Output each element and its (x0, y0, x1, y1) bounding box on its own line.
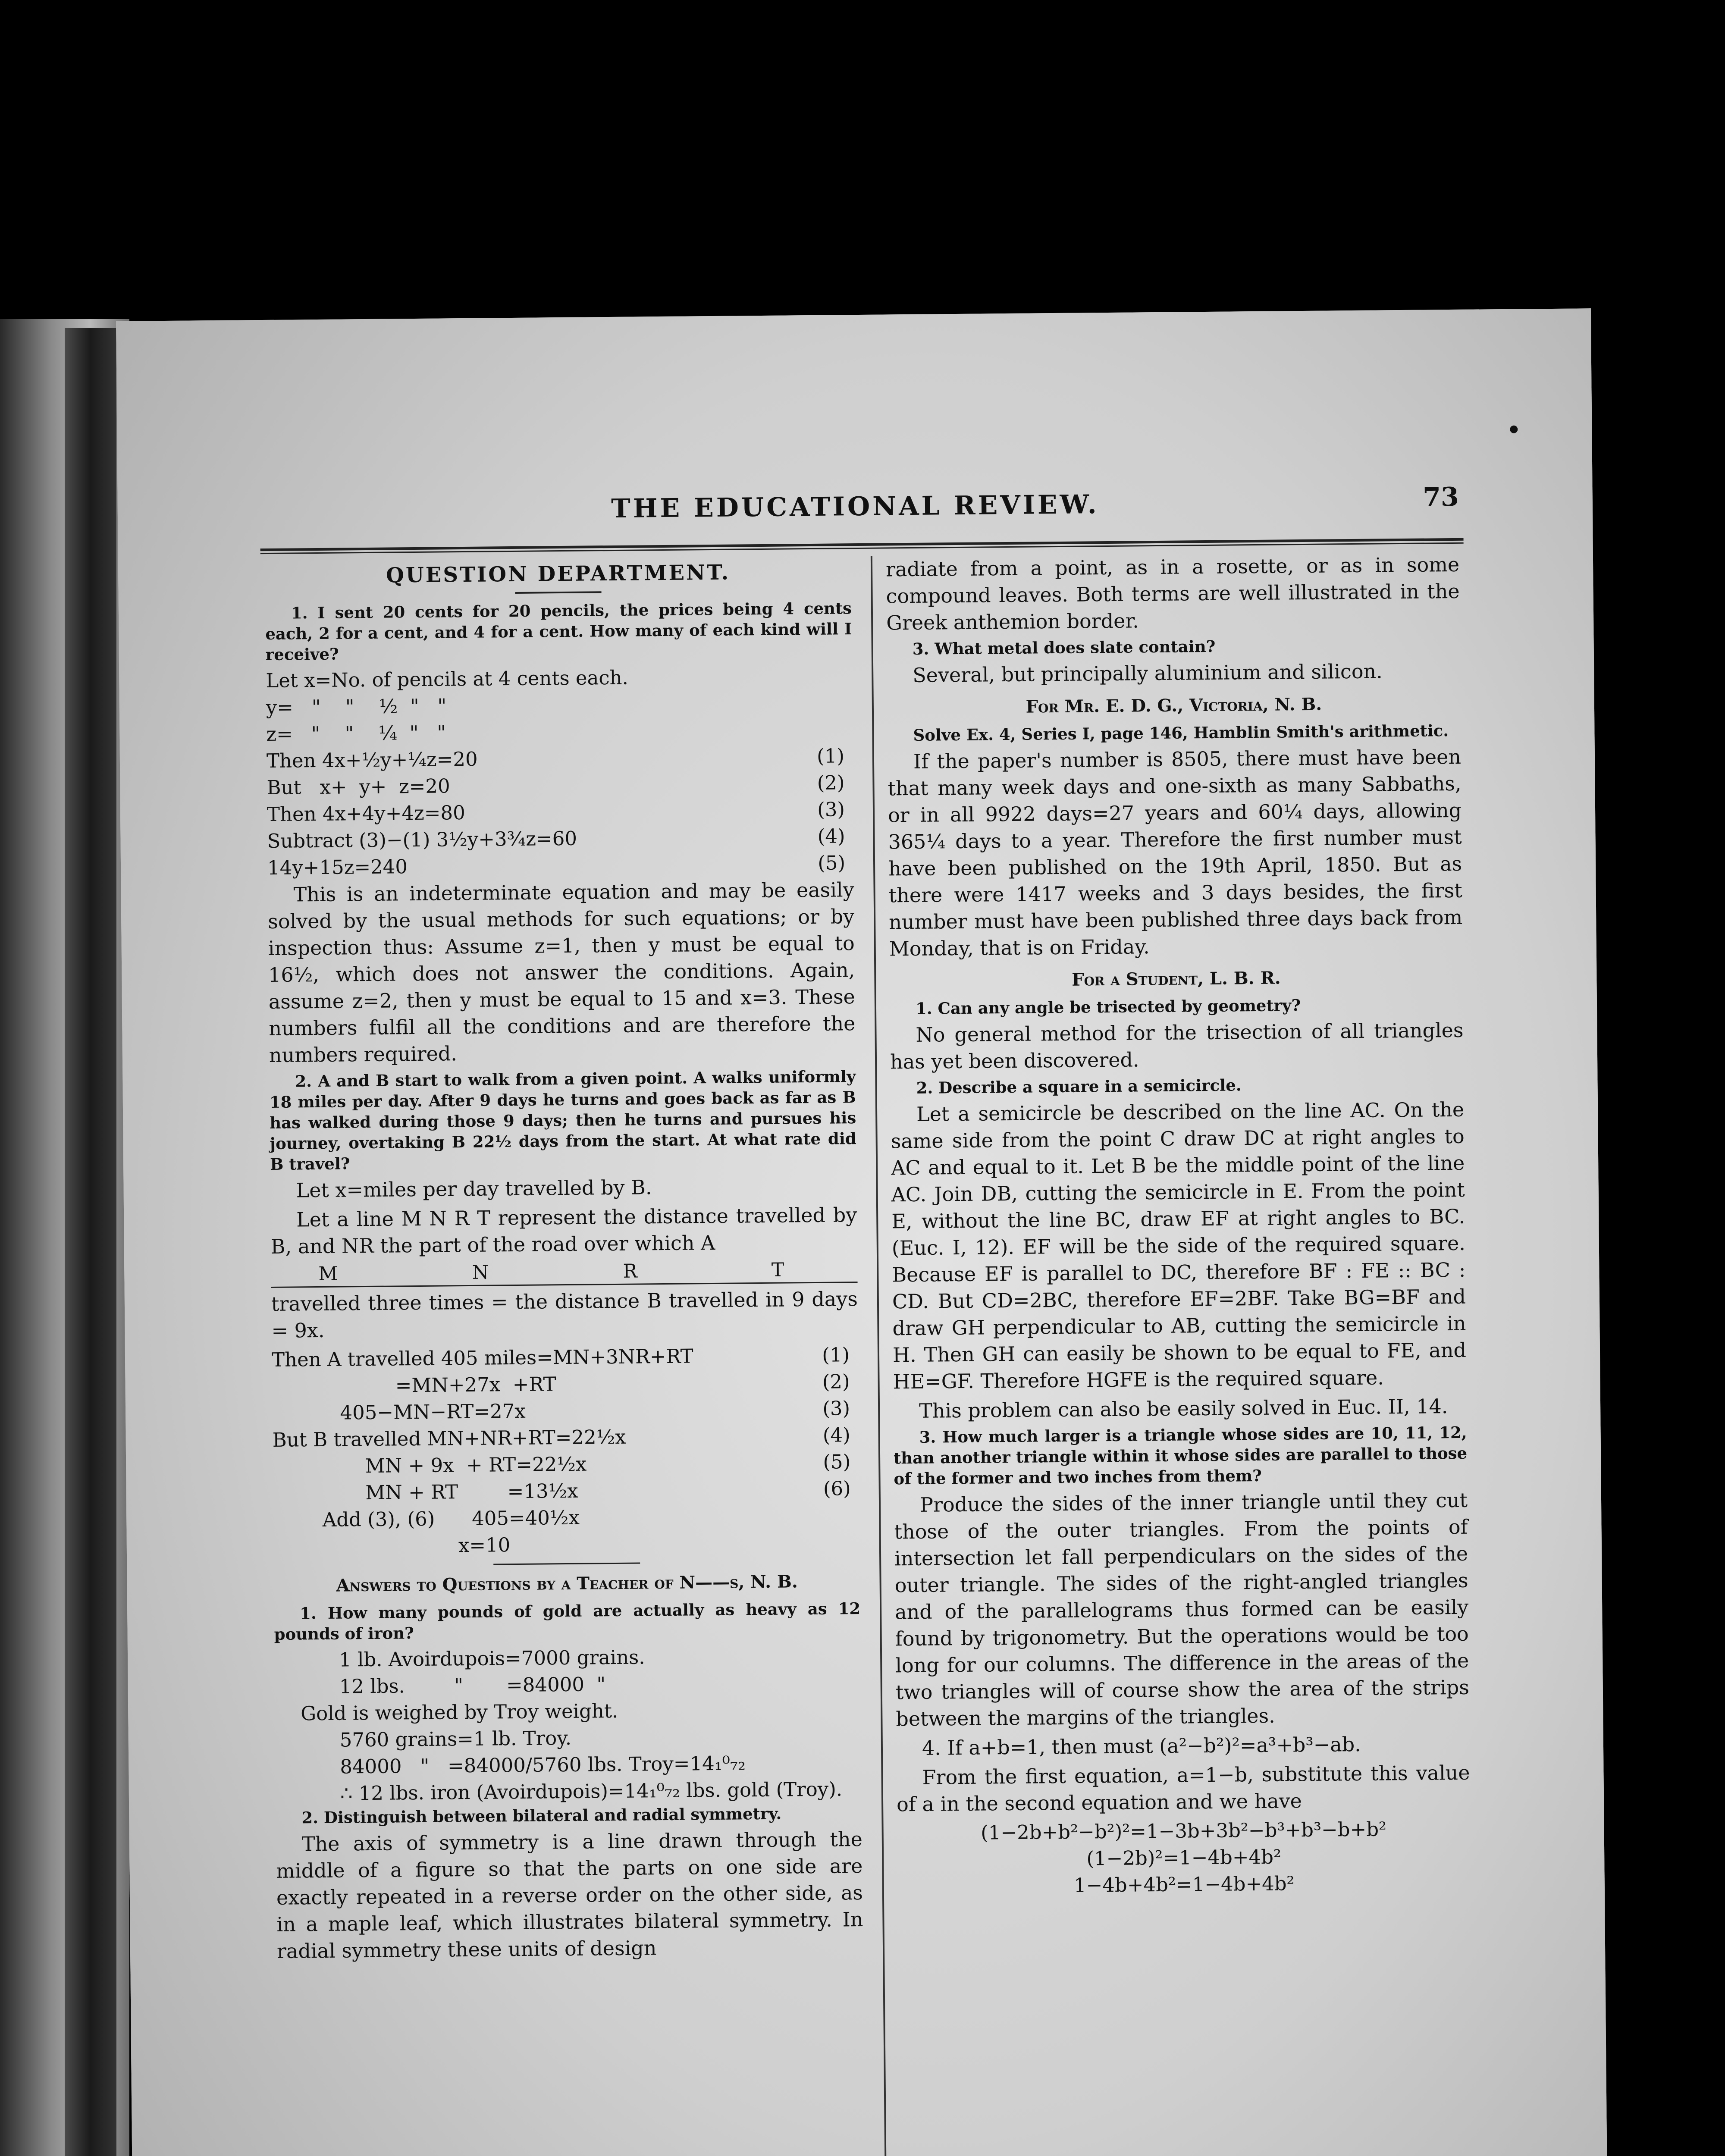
student-question-3: 3. How much larger is a triangle whose sides are 10, 11, 12, than another triangle within it whose sides are parallel to those of the former and two inches from them? (893, 1423, 1468, 1489)
equation-line (267, 849, 854, 881)
equation-text: 405−MN−RT=27x (272, 1399, 526, 1425)
answer-2-question: 2. Distinguish between bilateral and radial symmetry. (301, 1804, 782, 1827)
question-2-line: Let a line M N R T represent the distance travelled by B, and NR the part of the road over which A (270, 1203, 857, 1258)
section-rule (515, 591, 602, 594)
answers-heading: Answers to Questions by a Teacher of N——s, N. B. (336, 1571, 798, 1596)
equation-number: (1) (822, 1343, 850, 1366)
student-answer-4: From the first equation, a=1−b, substitute this value of a in the second equation and we have (896, 1761, 1470, 1816)
equation-number: (2) (817, 771, 845, 794)
document-page (116, 308, 1609, 2156)
answer-1-line: 5760 grains=1 lb. Troy. (339, 1726, 572, 1752)
equation-number: (3) (817, 798, 845, 821)
answer-2-text: The axis of symmetry is a line drawn through the middle of a figure so that the parts on one side are exactly repeated in a reverse order on the other side, as in a maple leaf, which illustrates bilateral symmetry. In radial symmetry these units of design (276, 1827, 863, 1963)
section-title: QUESTION DEPARTMENT. (386, 560, 731, 588)
equation-text: MN + 9x + RT=22½x (272, 1452, 587, 1478)
equation-line: (1−2b)²=1−4b+4b² (1086, 1845, 1282, 1870)
question-1: 1. I sent 20 cents for 20 pencils, the prices being 4 cents each, 2 for a cent, and 4 for a cent. How many of each kind will I receive? (265, 599, 852, 664)
student-question-1: 1. Can any angle be trisected by geometry? (915, 996, 1301, 1018)
equation-text: z= " " ¼ " " (266, 721, 446, 746)
equation-number: (5) (818, 851, 846, 874)
student-answer-2-note: This problem can also be easily solved in Euc. II, 14. (919, 1395, 1448, 1423)
equation-text: MN + RT =13½x (273, 1479, 578, 1505)
speck (1510, 426, 1518, 433)
heading-student: For a Student, L. B. R. (1071, 968, 1281, 990)
equation-text: Then 4x+½y+¼z=20 (266, 747, 478, 773)
answer-1-line: 1 lb. Avoirdupois=7000 grains. (339, 1645, 645, 1671)
point-n: N (472, 1261, 489, 1284)
equation-number: (4) (817, 824, 845, 848)
right-column (886, 551, 1471, 1900)
student-question-4: 4. If a+b=1, then must (a²−b²)²=a³+b³−ab. (922, 1732, 1361, 1760)
answer-1-lines (274, 1642, 862, 1808)
student-answer-3: Produce the sides of the inner triangle until they cut those of the outer triangles. From the points of intersection let fall perpendiculars on the sides of the outer triangle. The sides of the right-angled triangles and of the parallelograms thus formed can be easily found by trigonometry. But the operations would be too long for our columns. The difference in the areas of the two triangles will of course show the area of the strips between the margins of the triangles. (894, 1488, 1470, 1731)
equation-number: (5) (823, 1450, 851, 1473)
symmetry-continued: radiate from a point, as in a rosette, or as in some compound leaves. Both terms are well illustrated in the Greek anthemion border. (885, 552, 1460, 635)
equation-text: Let x=No. of pencils at 4 cents each. (266, 666, 629, 693)
equation-number: (1) (816, 744, 845, 768)
page-number: 73 (1422, 482, 1459, 513)
left-column (265, 556, 863, 1967)
equation-number: (2) (822, 1370, 850, 1393)
answer-1-question: 1. How many pounds of gold are actually as heavy as 12 pounds of iron? (274, 1599, 861, 1644)
equation-text: But x+ y+ z=20 (267, 774, 450, 799)
student-answer-2: Let a semicircle be described on the line AC. On the same side from the point C draw DC at right angles to AC and equal to it. Let B be the middle point of the line AC. Join DB, cutting the semicircle in E. From the point E, without the line BC, draw EF at right angles to BC. (Euc. I, 12). EF will be the side of the required square. Because EF is parallel to DC, therefore BF : FE :: BC : CD. But CD=2BC, therefore EF=2BF. Take BG=BF and draw GH perpendicular to AB, cutting the semicircle in H. Then GH can easily be shown to be equal to FE, and HE=GF. Therefore HGFE is the required square. (891, 1097, 1467, 1394)
equation-number: (6) (823, 1477, 851, 1500)
equation-number: (3) (822, 1397, 850, 1420)
student-4-equations (897, 1815, 1471, 1901)
answer-3-text: Several, but principally aluminium and silicon. (913, 659, 1383, 687)
book-gutter (65, 328, 116, 2156)
point-t: T (771, 1259, 784, 1281)
equation-text: Subtract (3)−(1) 3½y+3¾z=60 (267, 827, 577, 853)
answer-1-line: 84000 " =84000/5760 lbs. Troy=14₁⁰₇₂ (340, 1752, 746, 1778)
mnrt-line-diagram (271, 1257, 857, 1288)
equation-line: 1−4b+4b²=1−4b+4b² (1073, 1872, 1295, 1897)
equation-number: (4) (822, 1423, 850, 1447)
equation-text: Add (3), (6) 405=40½x (273, 1506, 580, 1532)
question-1-equations (266, 662, 854, 881)
question-2: 2. A and B start to walk from a given point. A walks uniformly 18 miles per day. After 9 days he turns and goes back as far as B has walked during those 9 days; then he turns and pursues his journey, overtaking B 22½ days from the start. At what rate did B travel? (269, 1067, 856, 1174)
equation-text: x=10 (273, 1533, 511, 1558)
student-answer-1: No general method for the trisection of all triangles has yet been discovered. (890, 1018, 1464, 1074)
answer-3-question: 3. What metal does slate contain? (912, 636, 1216, 658)
answer-1-line: Gold is weighed by Troy weight. (300, 1699, 618, 1725)
point-m: M (318, 1263, 338, 1285)
equation-line: (1−2b+b²−b²)²=1−3b+3b²−b³+b³−b+b² (981, 1818, 1387, 1844)
point-r: R (623, 1260, 637, 1282)
question-2-line2: travelled three times = the distance B travelled in 9 days = 9x. (271, 1287, 858, 1342)
separator-rule (493, 1563, 640, 1565)
answer-1-line: 12 lbs. " =84000 " (339, 1673, 606, 1698)
heading-edg: For Mr. E. D. G., Victoria, N. B. (1026, 694, 1322, 717)
question-2-equations (272, 1341, 860, 1561)
equation-text: 14y+15z=240 (267, 855, 408, 879)
equation-text: y= " " ½ " " (266, 694, 447, 719)
question-2-let: Let x=miles per day travelled by B. (296, 1175, 652, 1202)
answer-1-line: ∴ 12 lbs. iron (Avoirdupois)=14₁⁰₇₂ lbs. gold (Troy). (340, 1777, 843, 1805)
equation-text: But B travelled MN+NR+RT=22½x (272, 1425, 626, 1451)
equation-text: =MN+27x +RT (272, 1373, 556, 1398)
column-divider (871, 556, 888, 2156)
edg-solution: If the paper's number is 8505, there must have been that many week days and one-sixth as many Sabbaths, or in all 9922 days=27 years and 60¼ days, allowing 365¼ days to a year. Therefore the first number must have been published on the 19th April, 1850. But as there were 1417 weeks and 3 days besides, the first number must have been published three days back from Monday, that is on Friday. (888, 745, 1463, 961)
question-1-solution: This is an indeterminate equation and may be easily solved by the usual methods for such equations; or by inspection thus: Assume z=1, then y must be equal to 16½, which does not answer the conditions. Again, assume z=2, then y must be equal to 15 and x=3. These numbers fulfil all the conditions and are therefore the numbers required. (267, 878, 856, 1067)
edg-question: Solve Ex. 4, Series I, page 146, Hamblin Smith's arithmetic. (913, 721, 1449, 745)
equation-line (273, 1529, 860, 1561)
equation-text: Then 4x+4y+4z=80 (267, 801, 465, 826)
student-question-2: 2. Describe a square in a semicircle. (916, 1075, 1242, 1097)
journal-title: THE EDUCATIONAL REVIEW. (611, 489, 1099, 524)
equation-text: Then A travelled 405 miles=MN+3NR+RT (271, 1344, 693, 1371)
